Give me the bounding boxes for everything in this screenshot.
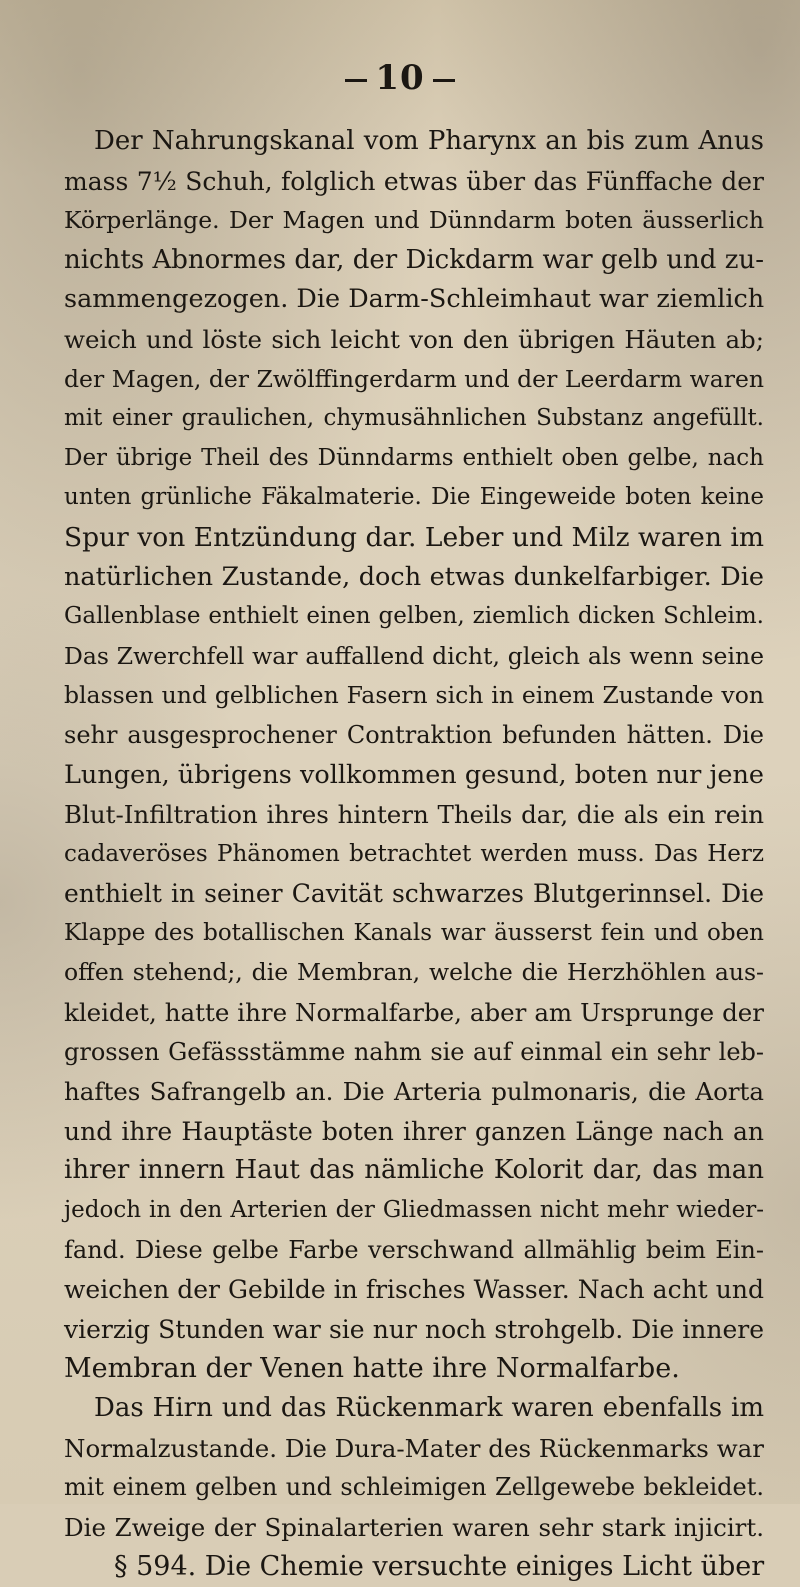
page-number-dash-right [433, 79, 455, 82]
text-line: Das Hirn und das Rückenmark waren ebenfalls im [94, 1393, 764, 1423]
text-line: haftes Safrangelb an. Die Arteria pulmonaris, die Aorta [64, 1077, 764, 1107]
text-line: Klappe des botallischen Kanals war äusserst fein und oben [64, 919, 764, 946]
text-line: Der übrige Theil des Dünndarms enthielt oben gelbe, nach [64, 444, 764, 471]
text-line: nichts Abnormes dar, der Dickdarm war gelb und zu- [64, 244, 764, 275]
text-line: Spur von Entzündung dar. Leber und Milz waren im [64, 521, 764, 553]
text-line: mit einer graulichen, chymusähnlichen Substanz angefüllt. [64, 405, 764, 432]
text-line: weichen der Gebilde in frisches Wasser. Nach acht und [64, 1275, 764, 1305]
text-line: Die Zweige der Spinalarterien waren sehr stark injicirt. [64, 1512, 764, 1542]
text-line: offen stehend;, die Membran, welche die Herzhöhlen aus- [64, 958, 764, 987]
page-number-dash-left [345, 79, 367, 82]
text-line: vierzig Stunden war sie nur noch strohgelb. Die innere [64, 1314, 764, 1344]
text-line: sammengezogen. Die Darm-Schleimhaut war ziemlich [64, 284, 765, 315]
text-line: blassen und gelblichen Fasern sich in einem Zustande von [64, 681, 764, 710]
body-text [64, 122, 764, 1587]
text-line: kleidet, hatte ihre Normalfarbe, aber am Ursprunge der [64, 998, 764, 1028]
text-line: und ihre Hauptäste boten ihrer ganzen Länge nach an [64, 1116, 764, 1146]
text-line: mit einem gelben und schleimigen Zellgewebe bekleidet. [64, 1473, 764, 1502]
text-line: der Magen, der Zwölffingerdarm und der Leerdarm waren [64, 364, 764, 393]
text-line: fand. Diese gelbe Farbe verschwand allmählig beim Ein- [64, 1235, 764, 1264]
text-line: ihrer innern Haut das nämliche Kolorit dar, das man [64, 1155, 764, 1186]
text-line: jedoch in den Arterien der Gliedmassen nicht mehr wieder- [64, 1197, 764, 1224]
text-line: Membran der Venen hatte ihre Normalfarbe. [64, 1353, 680, 1385]
text-line: Normalzustande. Die Dura-Mater des Rückenmarks war [64, 1433, 764, 1463]
text-line: mass 7½ Schuh, folglich etwas über das Fünffache der [64, 166, 764, 196]
page-number [0, 58, 800, 98]
page-number-text: 10 [375, 58, 425, 98]
text-line: Blut-Infiltration ihres hintern Theils dar, die als ein rein [64, 800, 764, 830]
text-line: Lungen, übrigens vollkommen gesund, boten nur jene [64, 759, 764, 790]
text-line: enthielt in seiner Cavität schwarzes Blutgerinnsel. Die [64, 879, 764, 909]
text-line: unten grünliche Fäkalmaterie. Die Eingeweide boten keine [64, 484, 764, 511]
text-line: cadaveröses Phänomen betrachtet werden muss. Das Herz [64, 840, 764, 867]
text-line: § 594. Die Chemie versuchte einiges Licht über [114, 1551, 765, 1583]
text-line: sehr ausgesprochener Contraktion befunden hätten. Die [64, 720, 764, 749]
text-line: Das Zwerchfell war auffallend dicht, gleich als wenn seine [64, 641, 764, 670]
text-line: Der Nahrungskanal vom Pharynx an bis zum Anus [94, 126, 764, 156]
text-line: Gallenblase enthielt einen gelben, ziemlich dicken Schleim. [64, 603, 764, 630]
text-line: Körperlänge. Der Magen und Dünndarm boten äusserlich [64, 206, 764, 235]
text-line: weich und löste sich leicht von den übrigen Häuten ab; [64, 324, 764, 354]
text-line: grossen Gefässstämme nahm sie auf einmal ein sehr leb- [64, 1037, 764, 1066]
text-line: natürlichen Zustande, doch etwas dunkelfarbiger. Die [64, 561, 764, 592]
